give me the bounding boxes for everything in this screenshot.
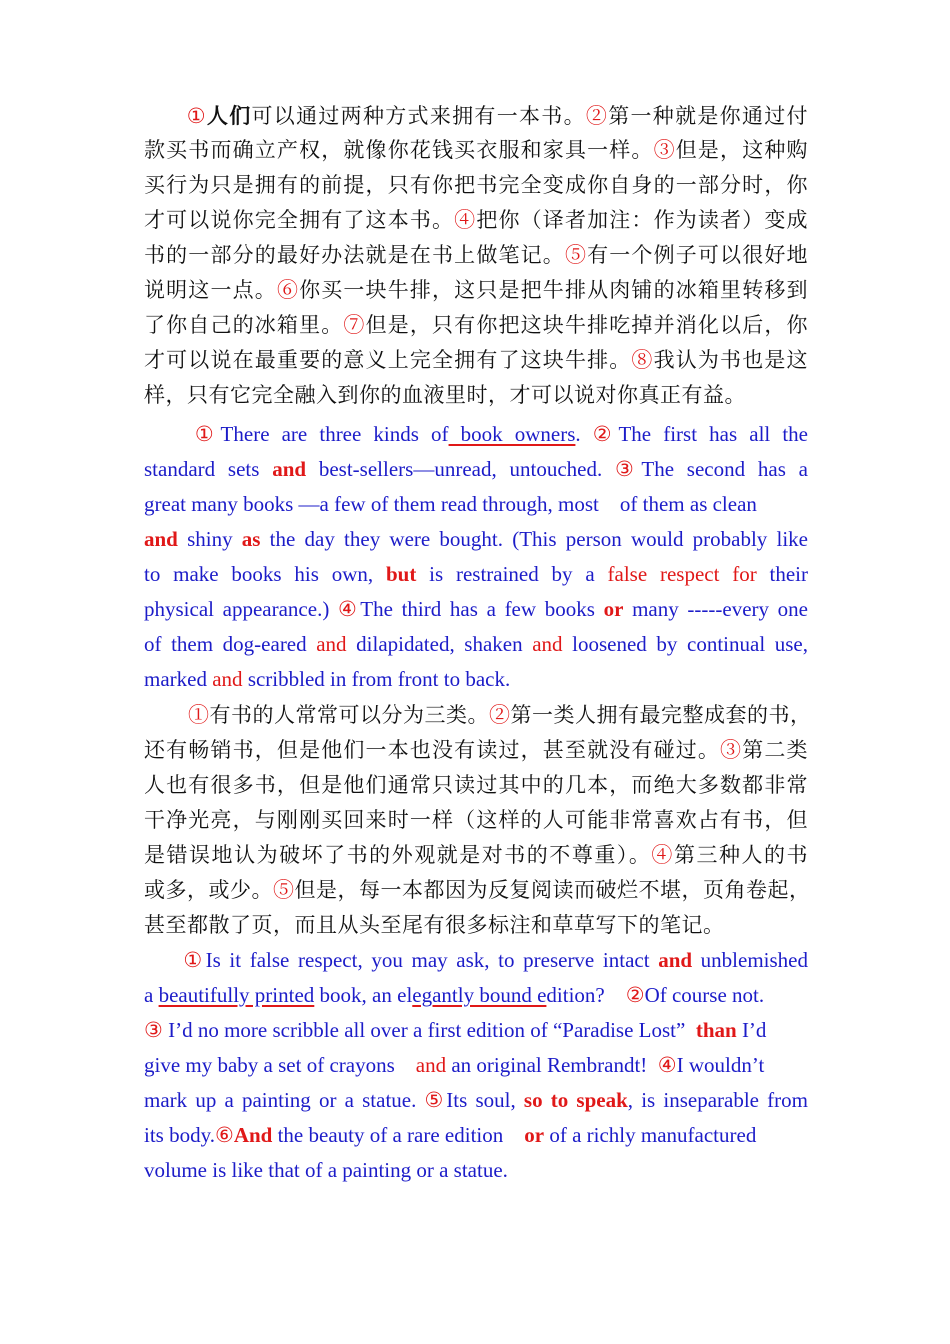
text-line: 人也有很多书，但是他们通常只读过其中的几本，而绝大多数都非常 bbox=[144, 773, 808, 797]
text-line: ①有书的人常常可以分为三类。②第一类人拥有最完整成套的书， bbox=[188, 703, 812, 727]
paragraph-english-1 bbox=[144, 417, 808, 697]
text-line: 才可以说你完全拥有了这本书。④把你（译者加注：作为读者）变成 bbox=[144, 208, 808, 232]
text-line: 才可以说在最重要的意义上完全拥有了这块牛排。⑧我认为书也是这 bbox=[144, 348, 809, 372]
text-line: 甚至都散了页，而且从头至尾有很多标注和草草写下的笔记。 bbox=[144, 913, 725, 937]
text-line: 了你自己的冰箱里。⑦但是，只有你把这块牛排吃掉并消化以后，你 bbox=[144, 313, 809, 337]
text-line: to make books his own, but is restrained by a false respect for their bbox=[144, 562, 809, 586]
text-line: great many books —a few of them read through, most of them as clean bbox=[144, 492, 757, 516]
text-line: physical appearance.) ④The third has a few books or many -----every one bbox=[144, 597, 809, 621]
paragraph-chinese-2 bbox=[144, 698, 812, 943]
text-line: of them dog-eared and dilapidated, shaken and loosened by continual use, bbox=[144, 632, 808, 656]
text-line: ③ I’d no more scribble all over a first edition of “Paradise Lost” than I’d bbox=[144, 1018, 767, 1042]
text-line: 是错误地认为破坏了书的外观就是对书的不尊重）。④第三种人的书 bbox=[144, 843, 809, 867]
text-line: its body.⑥And the beauty of a rare edition or of a richly manufactured bbox=[144, 1123, 757, 1147]
text-line: 说明这一点。⑥你买一块牛排，这只是把牛排从肉铺的冰箱里转移到 bbox=[144, 278, 809, 302]
paragraph-chinese-1 bbox=[144, 98, 808, 413]
text-line: ①Is it false respect, you may ask, to preserve intact and unblemished bbox=[180, 948, 809, 972]
text-line: 款买书而确立产权，就像你花钱买衣服和家具一样。③但是，这种购 bbox=[144, 138, 809, 162]
text-line: ①There are three kinds of book owners. ②The first has all the bbox=[188, 422, 809, 446]
text-line: 还有畅销书，但是他们一本也没有读过，甚至就没有碰过。③第二类 bbox=[144, 738, 809, 762]
text-line: 样，只有它完全融入到你的血液里时，才可以说对你真正有益。 bbox=[144, 383, 746, 407]
text-line: ①人们可以通过两种方式来拥有一本书。②第一种就是你通过付 bbox=[186, 103, 809, 128]
text-line: 干净光亮，与刚刚买回来时一样（这样的人可能非常喜欢占有书，但 bbox=[144, 808, 808, 832]
paragraph-english-2 bbox=[144, 943, 808, 1188]
text-line: a beautifully printed book, an elegantly bound edition? ②Of course not. bbox=[144, 983, 765, 1007]
text-line: and shiny as the day they were bought. (This person would probably like bbox=[144, 527, 808, 551]
text-line: 买行为只是拥有的前提，只有你把书完全变成你自身的一部分时，你 bbox=[144, 173, 808, 197]
text-line: volume is like that of a painting or a statue. bbox=[144, 1158, 508, 1182]
text-line: standard sets and best-sellers—unread, untouched. ③The second has a bbox=[144, 457, 808, 481]
text-line: give my baby a set of crayons and an original Rembrandt! ④I wouldn’t bbox=[144, 1053, 765, 1077]
text-line: mark up a painting or a statue. ⑤Its soul, so to speak, is inseparable from bbox=[144, 1088, 808, 1112]
text-line: 或多，或少。⑤但是，每一本都因为反复阅读而破烂不堪，页角卷起， bbox=[144, 878, 811, 902]
text-line: marked and scribbled in from front to back. bbox=[144, 667, 511, 691]
text-line: 书的一部分的最好办法就是在书上做笔记。⑤有一个例子可以很好地 bbox=[144, 243, 809, 267]
